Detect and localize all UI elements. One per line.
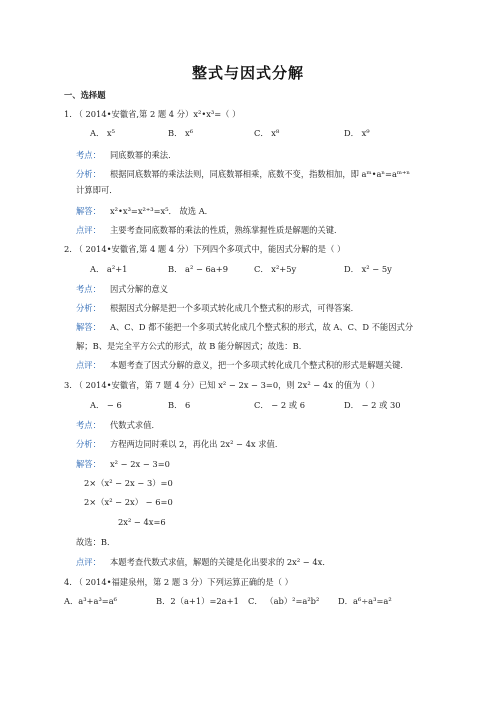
q3-dianping-text: 本题考查代数式求值，解题的关键是化出要求的 2x² − 4x． [110,557,331,567]
q1-kaodian-text: 同底数幂的乘法． [110,150,177,160]
q1-jieda [76,206,213,217]
label-kaodian: 考点： [76,284,101,294]
q3-jieda-step3: 2×（x² − 2x） − 6=0 [84,497,173,507]
label-fenxi: 分析： [76,303,101,313]
q3-option-b: B． 6 [168,400,191,410]
label-dianping: 点评： [76,360,101,370]
q2-option-b: B． a² − 6a+9 [168,264,228,274]
q1-stem: 1. （ 2014•安徽省,第 2 题 4 分）x²•x³=（ ） [64,109,241,119]
q3-choice: 故选：B． [76,537,116,547]
label-fenxi: 分析： [76,169,101,179]
q3-kaodian-text: 代数式求值． [110,420,160,430]
q1-option-d: D． x⁹ [344,128,370,138]
q1-fenxi-cont: 计算即可． [76,185,118,195]
q4-option-c: C． （ab）²=a²b² [248,596,320,606]
q3-options [90,400,401,411]
label-jieda: 解答： [76,206,101,216]
q3-dianping [76,557,331,568]
q2-stem: 2. （ 2014•安徽省,第 4 题 4 分）下列四个多项式中，能因式分解的是（ ） [64,244,346,254]
q2-fenxi [76,303,359,314]
q4-option-b: B．2（a+1）=2a+1 [156,596,239,606]
q1-options [90,128,370,139]
q1-dianping [76,225,342,236]
label-kaodian: 考点： [76,420,101,430]
label-fenxi: 分析： [76,439,101,449]
q1-option-a: A． x⁵ [90,128,115,138]
q2-kaodian-text: 因式分解的意义 [110,284,169,294]
q3-jieda [76,459,170,470]
q1-option-c: C． x⁸ [254,128,280,138]
q3-jieda-step1: x² − 2x − 3=0 [110,459,170,469]
q2-dianping-text: 本题考查了因式分解的意义，把一个多项式转化成几个整式积的形式是解题关键． [110,360,409,370]
label-dianping: 点评： [76,225,101,235]
q2-option-d: D． x² − 5y [344,264,392,274]
q3-option-d: D． − 2 或 30 [344,400,401,410]
q3-option-a: A． − 6 [90,400,122,410]
q2-option-c: C． x²+5y [254,264,297,274]
q2-jieda-cont: 解；B、是完全平方公式的形式，故 B 能分解因式；故选：B． [76,341,307,351]
q2-options [90,264,392,275]
q1-option-b: B． x⁶ [168,128,194,138]
q4-option-d: D．a⁶÷a³=a² [338,596,392,606]
q3-jieda-step2: 2×（x² − 2x − 3）=0 [84,478,173,488]
q3-option-c: C． − 2 或 6 [254,400,306,410]
label-dianping: 点评： [76,557,101,567]
q1-kaodian [76,150,176,161]
q4-option-a: A．a³+a³=a⁶ [64,596,118,606]
q4-stem: 4. （ 2014•福建泉州，第 2 题 3 分）下列运算正确的是（ ） [64,577,293,587]
q1-fenxi-text: 根据同底数幂的乘法法则，同底数幂相乘，底数不变，指数相加，即 aᵐ•aⁿ=aᵐ⁺ⁿ [110,169,410,179]
q4-options [64,596,392,607]
q2-jieda-text: A、C、D 都不能把一个多项式转化成几个整式积的形式，故 A、C、D 不能因式分 [110,322,414,332]
q1-dianping-text: 主要考查同底数幂的乘法的性质，熟练掌握性质是解题的关键． [110,225,343,235]
label-jieda: 解答： [76,322,101,332]
q3-fenxi [76,439,283,450]
q3-stem: 3. （ 2014•安徽省，第 7 题 4 分）已知 x² − 2x − 3=0，则 2x² − 4x 的值为（ ） [64,380,380,390]
q2-fenxi-text: 根据因式分解是把一个多项式转化成几个整式积的形式，可得答案． [110,303,359,313]
q1-jieda-text: x²•x³=x²⁺³=x⁵． 故选 A． [110,206,213,216]
label-kaodian: 考点： [76,150,101,160]
q3-fenxi-text: 方程两边同时乘以 2，再化出 2x² − 4x 求值． [110,439,284,449]
section-heading: 一、选择题 [64,90,106,100]
q2-option-a: A． a²+1 [90,264,128,274]
q3-jieda-step4: 2x² − 4x=6 [118,517,166,527]
q2-jieda [76,322,413,333]
q2-kaodian [76,284,168,295]
label-jieda: 解答： [76,459,101,469]
q2-dianping [76,360,409,371]
page-title: 整式与因式分解 [191,64,304,82]
q3-kaodian [76,420,160,431]
q1-fenxi [76,169,410,180]
